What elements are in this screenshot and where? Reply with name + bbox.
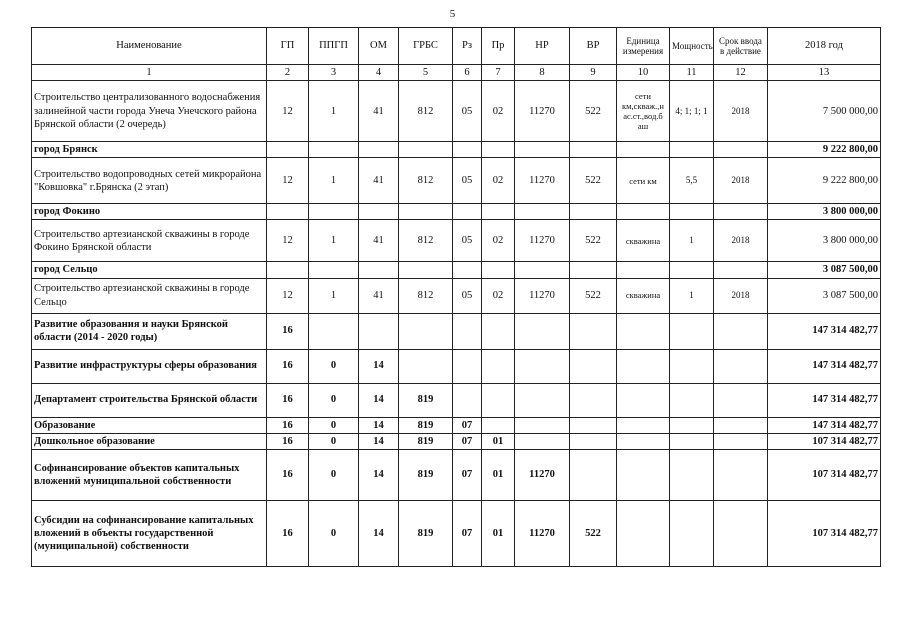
cell-gp: 12 xyxy=(267,278,309,313)
cell-pr xyxy=(482,383,515,417)
table-row xyxy=(32,278,881,313)
cell-commission-year xyxy=(714,262,768,278)
cell-grbs: 819 xyxy=(399,500,453,566)
cell-om: 14 xyxy=(359,500,399,566)
cell-rz xyxy=(453,262,482,278)
cell-unit xyxy=(617,383,670,417)
cell-pr: 01 xyxy=(482,500,515,566)
table-row xyxy=(32,349,881,383)
cell-gp: 16 xyxy=(267,417,309,433)
cell-commission-year: 2018 xyxy=(714,158,768,204)
cell-capacity xyxy=(670,349,714,383)
column-number: 2 xyxy=(267,65,309,81)
cell-ppgp: 1 xyxy=(309,81,359,142)
table-row xyxy=(32,158,881,204)
cell-name: Развитие инфраструктуры сферы образования xyxy=(32,349,267,383)
cell-rz: 07 xyxy=(453,433,482,449)
cell-capacity xyxy=(670,500,714,566)
cell-vr xyxy=(570,349,617,383)
page-number: 5 xyxy=(449,8,456,20)
cell-unit xyxy=(617,417,670,433)
cell-amount-2018: 107 314 482,77 xyxy=(768,449,881,500)
column-number: 13 xyxy=(768,65,881,81)
cell-name: Строительство артезианской скважины в городе Сельцо xyxy=(32,278,267,313)
cell-rz: 05 xyxy=(453,278,482,313)
column-number-row xyxy=(32,65,881,81)
cell-vr: 522 xyxy=(570,220,617,262)
cell-grbs: 812 xyxy=(399,278,453,313)
cell-pr: 01 xyxy=(482,433,515,449)
cell-amount-2018: 9 222 800,00 xyxy=(768,142,881,158)
table-row xyxy=(32,142,881,158)
cell-gp: 16 xyxy=(267,383,309,417)
cell-unit xyxy=(617,349,670,383)
cell-nr xyxy=(515,313,570,349)
cell-grbs: 812 xyxy=(399,158,453,204)
cell-ppgp: 0 xyxy=(309,433,359,449)
cell-pr xyxy=(482,262,515,278)
cell-grbs: 812 xyxy=(399,81,453,142)
cell-nr xyxy=(515,383,570,417)
header-nr: НР xyxy=(515,28,570,65)
cell-ppgp: 0 xyxy=(309,449,359,500)
table-row xyxy=(32,449,881,500)
cell-name: Департамент строительства Брянской области xyxy=(32,383,267,417)
cell-unit xyxy=(617,313,670,349)
cell-unit: сети км xyxy=(617,158,670,204)
cell-capacity xyxy=(670,262,714,278)
cell-commission-year: 2018 xyxy=(714,220,768,262)
cell-commission-year xyxy=(714,349,768,383)
cell-unit: скважина xyxy=(617,278,670,313)
cell-name: город Фокино xyxy=(32,204,267,220)
cell-capacity: 5,5 xyxy=(670,158,714,204)
cell-ppgp xyxy=(309,262,359,278)
cell-om: 41 xyxy=(359,220,399,262)
cell-gp: 16 xyxy=(267,313,309,349)
cell-grbs xyxy=(399,313,453,349)
cell-ppgp xyxy=(309,142,359,158)
cell-nr: 11270 xyxy=(515,278,570,313)
header-capacity: Мощность xyxy=(670,28,714,65)
column-number: 4 xyxy=(359,65,399,81)
table-body xyxy=(32,81,881,567)
cell-pr xyxy=(482,417,515,433)
cell-amount-2018: 147 314 482,77 xyxy=(768,313,881,349)
cell-gp: 16 xyxy=(267,433,309,449)
table-row xyxy=(32,81,881,142)
cell-unit xyxy=(617,449,670,500)
cell-ppgp: 0 xyxy=(309,417,359,433)
cell-vr xyxy=(570,449,617,500)
cell-unit xyxy=(617,204,670,220)
column-number: 11 xyxy=(670,65,714,81)
cell-om xyxy=(359,313,399,349)
cell-commission-year xyxy=(714,383,768,417)
cell-om: 41 xyxy=(359,158,399,204)
cell-pr xyxy=(482,142,515,158)
cell-commission-year xyxy=(714,449,768,500)
cell-grbs: 812 xyxy=(399,220,453,262)
budget-table xyxy=(31,27,881,567)
cell-name: Строительство артезианской скважины в городе Фокино Брянской области xyxy=(32,220,267,262)
cell-capacity xyxy=(670,383,714,417)
cell-vr: 522 xyxy=(570,158,617,204)
cell-capacity xyxy=(670,433,714,449)
cell-commission-year: 2018 xyxy=(714,81,768,142)
cell-vr xyxy=(570,204,617,220)
cell-grbs xyxy=(399,349,453,383)
table-row xyxy=(32,313,881,349)
cell-om: 41 xyxy=(359,278,399,313)
cell-unit xyxy=(617,262,670,278)
cell-rz: 05 xyxy=(453,220,482,262)
cell-gp: 12 xyxy=(267,158,309,204)
cell-ppgp: 0 xyxy=(309,383,359,417)
cell-capacity xyxy=(670,142,714,158)
cell-unit: сети км,скваж.,н ас.ст.,вод.б аш xyxy=(617,81,670,142)
cell-rz xyxy=(453,383,482,417)
cell-commission-year xyxy=(714,500,768,566)
cell-rz xyxy=(453,349,482,383)
cell-grbs: 819 xyxy=(399,383,453,417)
cell-pr: 02 xyxy=(482,81,515,142)
cell-rz: 05 xyxy=(453,158,482,204)
table-row xyxy=(32,204,881,220)
cell-unit xyxy=(617,433,670,449)
table-row xyxy=(32,262,881,278)
cell-name: город Сельцо xyxy=(32,262,267,278)
cell-grbs xyxy=(399,262,453,278)
cell-nr: 11270 xyxy=(515,449,570,500)
cell-gp xyxy=(267,262,309,278)
cell-amount-2018: 3 087 500,00 xyxy=(768,262,881,278)
header-name: Наименование xyxy=(32,28,267,65)
header-pr: Пр xyxy=(482,28,515,65)
cell-vr: 522 xyxy=(570,500,617,566)
header-row xyxy=(32,28,881,65)
column-number: 6 xyxy=(453,65,482,81)
cell-capacity xyxy=(670,449,714,500)
cell-ppgp: 1 xyxy=(309,220,359,262)
column-number: 12 xyxy=(714,65,768,81)
cell-commission-year xyxy=(714,142,768,158)
column-number: 8 xyxy=(515,65,570,81)
cell-nr: 11270 xyxy=(515,500,570,566)
cell-pr xyxy=(482,204,515,220)
cell-capacity xyxy=(670,204,714,220)
cell-name: Строительство централизованного водоснабжения залинейной части города Унеча Унечского района Брянской области (2 очередь) xyxy=(32,81,267,142)
cell-om: 14 xyxy=(359,433,399,449)
cell-commission-year xyxy=(714,204,768,220)
cell-ppgp xyxy=(309,204,359,220)
cell-rz: 07 xyxy=(453,417,482,433)
cell-amount-2018: 7 500 000,00 xyxy=(768,81,881,142)
cell-ppgp: 1 xyxy=(309,158,359,204)
cell-grbs: 819 xyxy=(399,449,453,500)
cell-capacity: 1 xyxy=(670,278,714,313)
cell-unit xyxy=(617,142,670,158)
cell-grbs xyxy=(399,142,453,158)
cell-om xyxy=(359,204,399,220)
cell-pr: 02 xyxy=(482,278,515,313)
cell-name: город Брянск xyxy=(32,142,267,158)
cell-gp: 16 xyxy=(267,349,309,383)
cell-vr xyxy=(570,313,617,349)
cell-pr xyxy=(482,349,515,383)
cell-nr xyxy=(515,204,570,220)
cell-nr: 11270 xyxy=(515,158,570,204)
cell-grbs: 819 xyxy=(399,417,453,433)
cell-pr: 01 xyxy=(482,449,515,500)
header-year-2018: 2018 год xyxy=(768,28,881,65)
column-number: 7 xyxy=(482,65,515,81)
cell-nr xyxy=(515,262,570,278)
cell-name: Дошкольное образование xyxy=(32,433,267,449)
cell-om: 14 xyxy=(359,417,399,433)
cell-commission-year xyxy=(714,313,768,349)
header-gp: ГП xyxy=(267,28,309,65)
cell-gp xyxy=(267,204,309,220)
cell-rz xyxy=(453,142,482,158)
column-number: 3 xyxy=(309,65,359,81)
table-row xyxy=(32,220,881,262)
header-vr: ВР xyxy=(570,28,617,65)
cell-amount-2018: 9 222 800,00 xyxy=(768,158,881,204)
cell-amount-2018: 3 800 000,00 xyxy=(768,204,881,220)
cell-grbs: 819 xyxy=(399,433,453,449)
cell-amount-2018: 107 314 482,77 xyxy=(768,433,881,449)
cell-ppgp: 1 xyxy=(309,278,359,313)
cell-amount-2018: 107 314 482,77 xyxy=(768,500,881,566)
cell-nr: 11270 xyxy=(515,220,570,262)
cell-gp: 12 xyxy=(267,220,309,262)
cell-rz: 07 xyxy=(453,449,482,500)
header-om: ОМ xyxy=(359,28,399,65)
cell-ppgp: 0 xyxy=(309,349,359,383)
cell-pr: 02 xyxy=(482,158,515,204)
cell-pr xyxy=(482,313,515,349)
cell-vr xyxy=(570,142,617,158)
cell-gp xyxy=(267,142,309,158)
cell-ppgp: 0 xyxy=(309,500,359,566)
cell-vr xyxy=(570,383,617,417)
column-number: 5 xyxy=(399,65,453,81)
header-unit: Единица измерения xyxy=(617,28,670,65)
cell-amount-2018: 3 800 000,00 xyxy=(768,220,881,262)
cell-nr xyxy=(515,142,570,158)
cell-capacity: 4; 1; 1; 1 xyxy=(670,81,714,142)
cell-amount-2018: 147 314 482,77 xyxy=(768,383,881,417)
cell-om: 14 xyxy=(359,449,399,500)
cell-rz xyxy=(453,313,482,349)
table-row xyxy=(32,500,881,566)
cell-om: 14 xyxy=(359,349,399,383)
cell-gp: 12 xyxy=(267,81,309,142)
cell-name: Субсидии на софинансирование капитальных вложений в объекты государственной (муниципальной) собственности xyxy=(32,500,267,566)
table-row xyxy=(32,383,881,417)
column-number: 1 xyxy=(32,65,267,81)
table-row xyxy=(32,417,881,433)
cell-unit xyxy=(617,500,670,566)
cell-om: 14 xyxy=(359,383,399,417)
column-number: 9 xyxy=(570,65,617,81)
header-rz: Рз xyxy=(453,28,482,65)
cell-nr xyxy=(515,417,570,433)
header-ppgp: ППГП xyxy=(309,28,359,65)
cell-capacity: 1 xyxy=(670,220,714,262)
cell-vr xyxy=(570,417,617,433)
cell-commission-year xyxy=(714,417,768,433)
cell-capacity xyxy=(670,417,714,433)
cell-name: Строительство водопроводных сетей микрорайона "Ковшовка" г.Брянска (2 этап) xyxy=(32,158,267,204)
cell-name: Развитие образования и науки Брянской области (2014 - 2020 годы) xyxy=(32,313,267,349)
cell-grbs xyxy=(399,204,453,220)
cell-amount-2018: 147 314 482,77 xyxy=(768,417,881,433)
cell-pr: 02 xyxy=(482,220,515,262)
cell-unit: скважина xyxy=(617,220,670,262)
cell-vr xyxy=(570,433,617,449)
cell-commission-year: 2018 xyxy=(714,278,768,313)
cell-vr: 522 xyxy=(570,81,617,142)
header-commission-date: Срок ввода в действие xyxy=(714,28,768,65)
cell-om: 41 xyxy=(359,81,399,142)
column-number: 10 xyxy=(617,65,670,81)
cell-name: Софинансирование объектов капитальных вложений муниципальной собственности xyxy=(32,449,267,500)
cell-vr xyxy=(570,262,617,278)
cell-nr xyxy=(515,349,570,383)
cell-om xyxy=(359,262,399,278)
header-grbs: ГРБС xyxy=(399,28,453,65)
cell-rz: 05 xyxy=(453,81,482,142)
table-row xyxy=(32,433,881,449)
cell-gp: 16 xyxy=(267,500,309,566)
cell-capacity xyxy=(670,313,714,349)
cell-nr xyxy=(515,433,570,449)
cell-rz xyxy=(453,204,482,220)
cell-vr: 522 xyxy=(570,278,617,313)
cell-amount-2018: 147 314 482,77 xyxy=(768,349,881,383)
cell-name: Образование xyxy=(32,417,267,433)
cell-commission-year xyxy=(714,433,768,449)
cell-amount-2018: 3 087 500,00 xyxy=(768,278,881,313)
cell-nr: 11270 xyxy=(515,81,570,142)
cell-om xyxy=(359,142,399,158)
cell-ppgp xyxy=(309,313,359,349)
cell-rz: 07 xyxy=(453,500,482,566)
cell-gp: 16 xyxy=(267,449,309,500)
